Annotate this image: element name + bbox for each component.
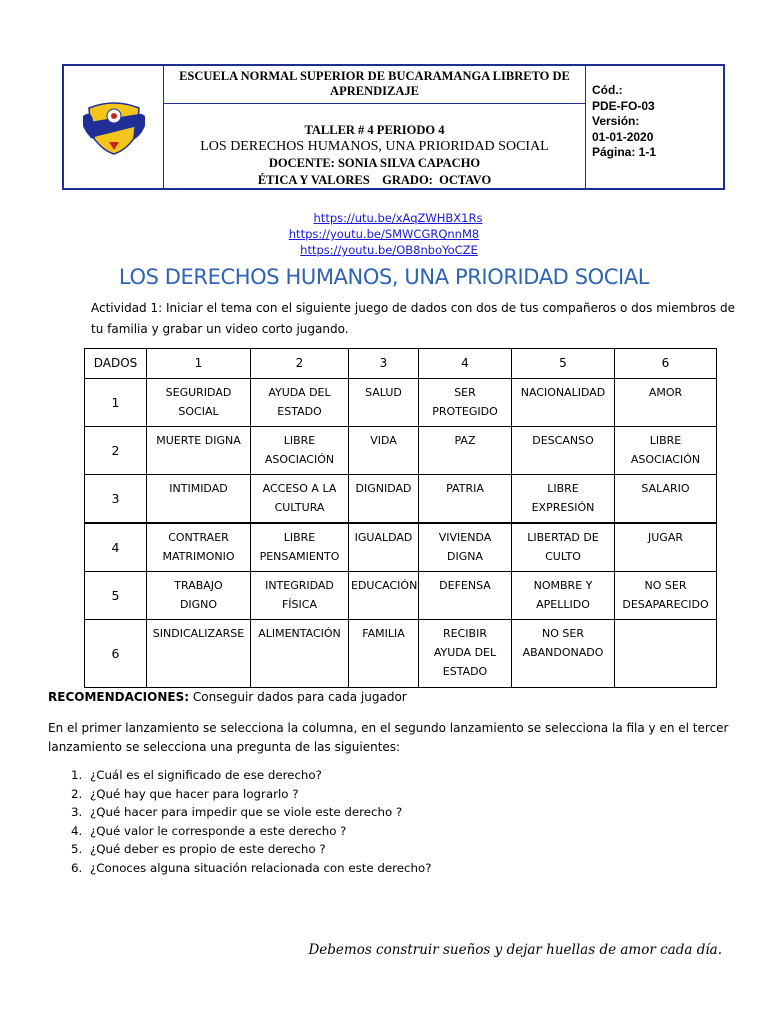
table-cell [419, 427, 512, 475]
table-cell-line: SALUD [365, 386, 402, 400]
table-row-label: 5 [85, 571, 147, 619]
question-item: 4. ¿Qué valor le corresponde a este derecho ? [86, 822, 766, 841]
table-cell-line: INTEGRIDAD [265, 578, 334, 592]
code-value: PDE-FO-03 [592, 98, 655, 113]
table-row-label: 2 [85, 427, 147, 475]
school-name-line-1: ESCUELA NORMAL SUPERIOR DE BUCARAMANGA LIBRETO DE [179, 69, 570, 83]
table-row-label: 3 [85, 475, 147, 523]
table-cell [512, 619, 615, 687]
table-row [85, 379, 717, 427]
table-cell-line: DIGNO [179, 597, 218, 611]
table-header-col-2: 2 [251, 349, 349, 379]
table-cell-line: ASOCIACIÓN [264, 453, 335, 467]
table-cell [419, 523, 512, 571]
table-header-col-3: 3 [349, 349, 419, 379]
document-header [62, 64, 725, 190]
game-instructions: En el primer lanzamiento se selecciona la columna, en el segundo lanzamiento se selecciona la fila y en el tercer lanzamiento se selecciona una pregunta de las siguientes: [48, 721, 729, 754]
table-cell-line: RECIBIR [443, 626, 487, 640]
table-cell-line: AMOR [648, 386, 683, 400]
table-cell-line: FÍSICA [281, 597, 317, 611]
table-cell-line: ALIMENTACIÓN [258, 626, 341, 640]
table-cell-line: PROTEGIDO [432, 405, 498, 419]
question-item: 3. ¿Qué hacer para impedir que se viole este derecho ? [86, 803, 766, 822]
table-cell-line: TRABAJO [174, 578, 223, 592]
table-cell [615, 571, 717, 619]
table-cell [615, 379, 717, 427]
table-cell [251, 475, 349, 523]
table-cell [512, 571, 615, 619]
table-cell [615, 427, 717, 475]
page-number: Página: 1-1 [592, 145, 657, 159]
table-cell-line: SER [454, 386, 476, 400]
table-cell-line: DIGNA [447, 550, 483, 563]
question-item: 5. ¿Qué deber es propio de este derecho ? [86, 840, 766, 859]
workshop-period: TALLER # 4 PERIODO 4 [304, 123, 445, 137]
table-cell-line: ESTADO [442, 664, 488, 678]
table-cell-line: NOMBRE Y [533, 578, 593, 592]
school-logo [64, 66, 164, 188]
table-cell-line: NO SER [644, 578, 687, 592]
table-cell [419, 379, 512, 427]
table-cell-line: PENSAMIENTO [259, 550, 340, 563]
table-cell [349, 379, 419, 427]
video-links [0, 210, 768, 258]
subject-grade: ÉTICA Y VALORES GRADO: OCTAVO [257, 172, 492, 187]
table-row [85, 475, 717, 523]
table-cell-line: INTIMIDAD [169, 482, 228, 496]
table-cell-line: SALARIO [641, 482, 690, 496]
table-cell-line: LIBRE [649, 434, 682, 448]
table-cell-line: AYUDA DEL [433, 645, 497, 659]
page-title: LOS DERECHOS HUMANOS, UNA PRIORIDAD SOCIAL [118, 265, 650, 289]
table-header-dados: DADOS [85, 349, 147, 379]
table-header-col-5: 5 [512, 349, 615, 379]
table-cell [147, 379, 251, 427]
table-cell [512, 523, 615, 571]
table-cell-line: CONTRAER [168, 531, 229, 544]
activity-instructions: Actividad 1: Iniciar el tema con el siguiente juego de dados con dos de tus compañeros o dos miembros de tu familia y grabar un video corto jugando. [91, 301, 735, 336]
table-row-label: 1 [85, 379, 147, 427]
table-cell [147, 427, 251, 475]
version-label: Versión: [592, 114, 640, 128]
table-cell-line: MUERTE DIGNA [156, 434, 241, 448]
table-cell-line: AYUDA DEL [268, 386, 331, 400]
table-row [85, 427, 717, 475]
table-cell-line: IGUALDAD [354, 531, 413, 544]
table-cell [419, 619, 512, 687]
table-cell-line: ACCESO A LA [262, 482, 337, 496]
table-cell [349, 475, 419, 523]
table-cell-line: DIGNIDAD [355, 482, 412, 496]
table-cell [512, 379, 615, 427]
table-cell [147, 619, 251, 687]
table-cell-line: SINDICALIZARSE [152, 626, 245, 640]
table-cell-line: LIBRE [283, 434, 316, 448]
table-cell [147, 475, 251, 523]
table-row [85, 619, 717, 687]
table-cell-line: LIBERTAD DE [527, 531, 599, 544]
table-cell-line: CULTO [545, 550, 581, 563]
table-cell-line: SOCIAL [178, 405, 219, 419]
table-cell-line: DESCANSO [532, 434, 594, 448]
table-cell-line: NO SER [542, 626, 584, 640]
version-value: 01-01-2020 [592, 129, 654, 144]
table-cell-line: DESAPARECIDO [622, 597, 709, 611]
table-cell-line: APELLIDO [536, 597, 590, 611]
school-name-line-2: APRENDIZAJE [330, 84, 419, 98]
table-cell-line: LIBRE [547, 482, 579, 496]
table-header-col-1: 1 [147, 349, 251, 379]
closing-quote: Debemos construir sueños y dejar huellas de amor cada día. [308, 942, 722, 958]
table-cell-line: EXPRESIÓN [531, 501, 595, 515]
question-item: 2. ¿Qué hay que hacer para lograrlo ? [86, 785, 766, 804]
table-cell [251, 427, 349, 475]
table-cell-line: LIBRE [283, 531, 316, 544]
table-cell-line: CULTURA [274, 501, 325, 515]
table-cell [251, 379, 349, 427]
table-cell-line: VIDA [370, 434, 397, 448]
table-cell-line: ESTADO [277, 405, 322, 419]
table-cell-line: EDUCACIÓN [351, 578, 418, 592]
document-metadata [586, 66, 723, 188]
table-cell [349, 571, 419, 619]
table-row-label: 6 [85, 619, 147, 687]
school-name [164, 66, 585, 104]
table-cell-line: JUGAR [648, 531, 683, 544]
dice-game-table [84, 348, 717, 688]
table-cell-line: DEFENSA [439, 578, 491, 592]
table-cell [349, 523, 419, 571]
table-cell-line: NACIONALIDAD [520, 386, 606, 400]
table-cell [615, 619, 717, 687]
video-link-1[interactable]: https://utu.be/xAqZWHBX1Rs [313, 211, 483, 225]
table-cell-line: ASOCIACIÓN [630, 453, 701, 467]
workshop-topic: LOS DERECHOS HUMANOS, UNA PRIORIDAD SOCIAL [200, 138, 549, 154]
table-cell-line: MATRIMONIO [162, 550, 235, 563]
video-link-2[interactable]: https://youtu.be/SMWCGRQnnM8 [288, 227, 480, 241]
table-cell [512, 475, 615, 523]
table-cell-line: VIVIENDA [438, 531, 492, 544]
table-row [85, 571, 717, 619]
recommendations-label: RECOMENDACIONES: [48, 690, 190, 704]
table-cell [419, 571, 512, 619]
questions-list [48, 766, 766, 877]
table-cell [251, 571, 349, 619]
table-cell [419, 475, 512, 523]
table-cell [147, 571, 251, 619]
table-cell [147, 523, 251, 571]
table-cell [349, 427, 419, 475]
table-cell-line: ABANDONADO [522, 645, 604, 659]
table-cell-line: FAMILIA [362, 626, 405, 640]
recommendations-text: Conseguir dados para cada jugador [189, 690, 407, 704]
question-item: 6. ¿Conoces alguna situación relacionada con este derecho? [86, 859, 766, 878]
recommendations [48, 690, 748, 704]
school-shield-icon [81, 96, 147, 158]
table-row-label: 4 [85, 523, 147, 571]
table-cell-line: PATRIA [446, 482, 484, 496]
table-row [85, 523, 717, 571]
table-cell-line: SEGURIDAD [165, 386, 232, 400]
code-label: Cód.: [592, 83, 623, 97]
table-cell [615, 475, 717, 523]
table-cell [251, 619, 349, 687]
table-cell [512, 427, 615, 475]
video-link-3[interactable]: https://youtu.be/OB8nboYoCZE [300, 243, 478, 257]
table-cell-line: PAZ [454, 434, 476, 448]
table-cell [615, 523, 717, 571]
table-header-col-6: 6 [615, 349, 717, 379]
table-cell [349, 619, 419, 687]
question-item: 1. ¿Cuál es el significado de ese derecho? [86, 766, 766, 785]
table-cell [251, 523, 349, 571]
table-header-col-4: 4 [419, 349, 512, 379]
teacher-name: DOCENTE: SONIA SILVA CAPACHO [268, 156, 481, 170]
